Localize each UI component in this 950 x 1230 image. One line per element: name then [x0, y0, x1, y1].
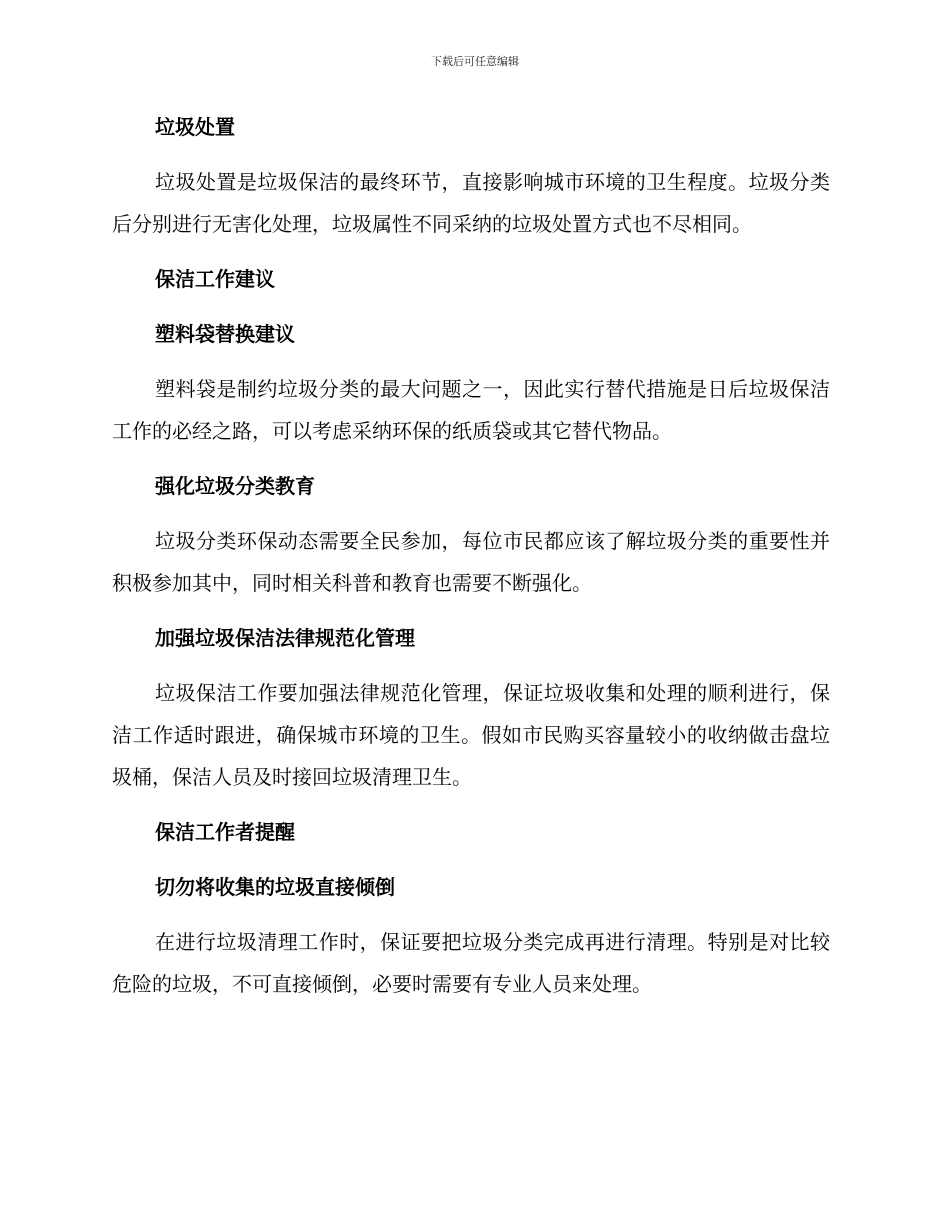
section-heading-worker-reminder: 保洁工作者提醒 — [155, 820, 295, 844]
paragraph-sorting-education: 垃圾分类环保动态需要全民参加，每位市民都应该了解垃圾分类的重要性并积极参加其中，同时相关科普和教育也需要不断强化。 — [112, 529, 830, 595]
paragraph-no-direct-dumping: 在进行垃圾清理工作时，保证要把垃圾分类完成再进行清理。特别是对比较危险的垃圾，不可直接倾倒，必要时需要有专业人员来处理。 — [112, 930, 830, 996]
section-heading-legal-management: 加强垃圾保洁法律规范化管理 — [155, 626, 415, 650]
section-heading-no-direct-dumping: 切勿将收集的垃圾直接倾倒 — [155, 875, 395, 899]
section-heading-plastic-bag: 塑料袋替换建议 — [155, 322, 295, 346]
section-heading-cleaning-suggestions: 保洁工作建议 — [155, 267, 275, 291]
paragraph-legal-management: 垃圾保洁工作要加强法律规范化管理，保证垃圾收集和处理的顺利进行，保洁工作适时跟进，确保城市环境的卫生。假如市民购买容量较小的收纳做击盘垃圾桶，保洁人员及时接回垃圾清理卫生。 — [112, 681, 830, 789]
paragraph-plastic-bag: 塑料袋是制约垃圾分类的最大问题之一，因此实行替代措施是日后垃圾保洁工作的必经之路，可以考虑采纳环保的纸质袋或其它替代物品。 — [112, 377, 830, 443]
page-header: 下载后可任意编辑 — [431, 55, 519, 68]
document-body — [112, 106, 830, 1018]
paragraph-waste-disposal: 垃圾处置是垃圾保洁的最终环节，直接影响城市环境的卫生程度。垃圾分类后分别进行无害化处理，垃圾属性不同采纳的垃圾处置方式也不尽相同。 — [112, 170, 830, 236]
section-heading-sorting-education: 强化垃圾分类教育 — [155, 474, 315, 498]
section-heading-waste-disposal: 垃圾处置 — [155, 115, 235, 139]
